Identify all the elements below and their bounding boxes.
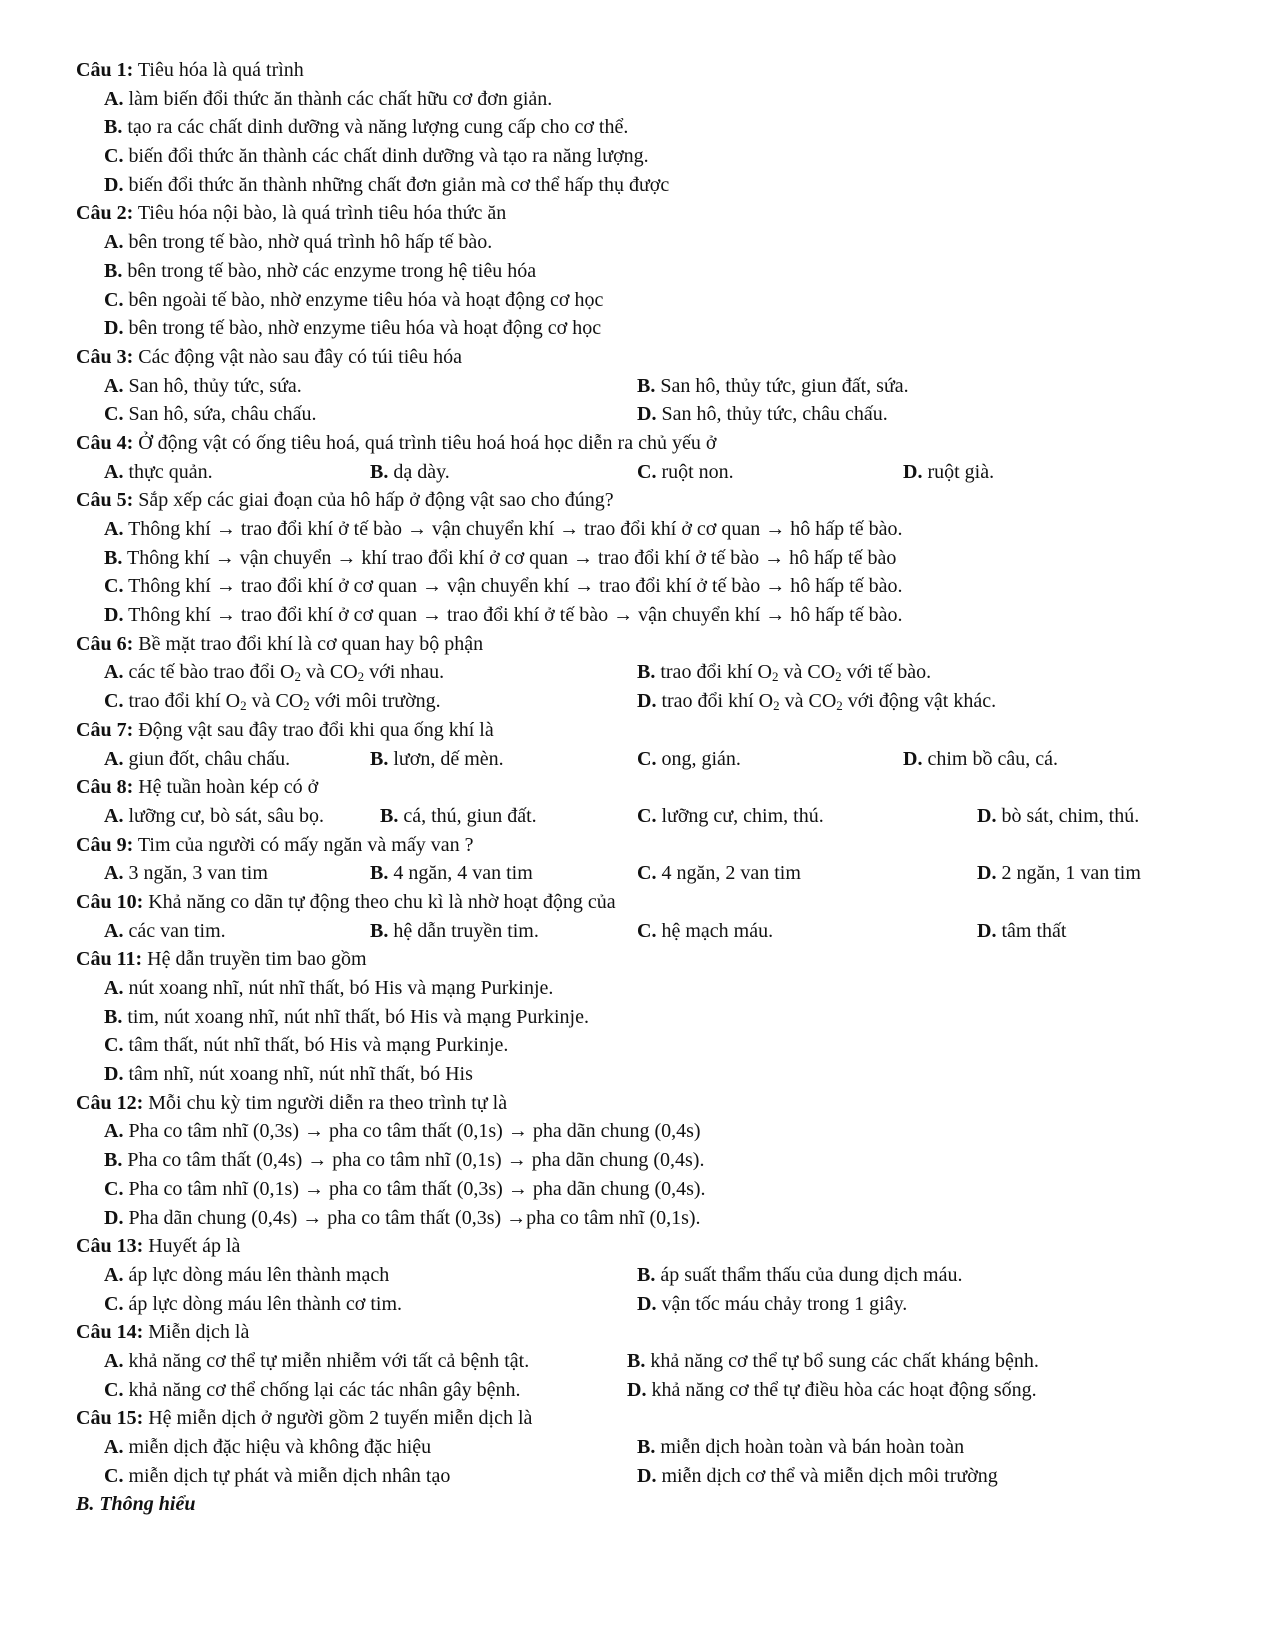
option-text: San hô, thủy tức, sứa.	[123, 374, 302, 397]
question-text: Bề mặt trao đổi khí là cơ quan hay bộ phận	[133, 632, 484, 655]
option-text: Pha co tâm thất (0,4s) → pha co tâm nhĩ (0,1s) → pha dãn chung (0,4s).	[122, 1149, 705, 1172]
answer-option-a	[104, 974, 553, 1003]
answer-option-a	[104, 859, 268, 888]
question-number: Câu 11:	[76, 948, 143, 971]
option-letter: B.	[370, 460, 389, 483]
answer-option-d	[627, 1376, 1037, 1405]
option-text: bò sát, chim, thú.	[996, 804, 1140, 827]
option-letter: D.	[903, 460, 923, 483]
answer-option-d	[104, 601, 902, 630]
option-text: miễn dịch đặc hiệu và không đặc hiệu	[123, 1436, 432, 1458]
option-letter: B.	[627, 1349, 646, 1372]
question-number: Câu 3:	[76, 345, 134, 368]
answer-option-c	[104, 1175, 706, 1204]
answer-option-a	[104, 1117, 701, 1146]
option-text: lưỡng cư, chim, thú.	[656, 804, 824, 827]
option-letter: C.	[104, 1378, 124, 1401]
answer-option-c	[104, 687, 441, 716]
question-2-option-row	[0, 228, 1275, 257]
option-text: tâm nhĩ, nút xoang nhĩ, nút nhĩ thất, bó His	[123, 1063, 473, 1086]
option-letter: D.	[977, 862, 997, 885]
answer-option-b	[370, 458, 450, 487]
answer-option-d	[637, 687, 996, 716]
option-letter: C.	[104, 690, 124, 713]
question-2-stem	[0, 199, 1275, 228]
option-letter: D.	[637, 403, 657, 426]
option-letter: A.	[104, 661, 124, 684]
option-text: giun đốt, châu chấu.	[123, 747, 291, 770]
answer-option-d	[977, 859, 1141, 888]
option-letter: C.	[104, 145, 124, 168]
question-6-option-row	[0, 687, 1275, 716]
question-1-option-row	[0, 85, 1275, 114]
option-text: bên ngoài tế bào, nhờ enzyme tiêu hóa và hoạt động cơ học	[123, 288, 604, 311]
answer-option-a	[104, 658, 444, 687]
question-15-stem	[0, 1404, 1275, 1433]
answer-option-b	[370, 745, 504, 774]
answer-option-a	[104, 372, 302, 401]
option-letter: A.	[104, 1120, 124, 1143]
option-text: bên trong tế bào, nhờ các enzyme trong hệ tiêu hóa	[122, 259, 537, 282]
question-8-stem	[0, 773, 1275, 802]
option-text: Thông khí → vận chuyển → khí trao đổi khí ở cơ quan → trao đổi khí ở tế bào → hô hấp tế bào	[122, 546, 897, 569]
option-text: khả năng cơ thể tự điều hòa các hoạt động sống.	[646, 1378, 1037, 1401]
question-3-option-row	[0, 372, 1275, 401]
question-text: Tiêu hóa là quá trình	[133, 59, 304, 81]
question-text: Tim của người có mấy ngăn và mấy van ?	[133, 833, 474, 856]
option-letter: C.	[104, 1034, 124, 1057]
answer-option-a	[104, 1347, 529, 1376]
option-letter: B.	[370, 919, 389, 942]
option-text: ruột non.	[656, 460, 734, 483]
answer-option-d	[637, 1290, 907, 1319]
answer-option-c	[637, 458, 734, 487]
answer-option-b	[104, 544, 896, 573]
option-letter: A.	[104, 374, 124, 397]
question-12-option-row	[0, 1146, 1275, 1175]
question-1-stem	[0, 56, 1275, 85]
question-12-option-row	[0, 1117, 1275, 1146]
question-14-stem	[0, 1318, 1275, 1347]
section-heading: B. Thông hiểu	[76, 1493, 196, 1516]
question-number: Câu 12:	[76, 1091, 144, 1114]
question-11-option-row	[0, 1060, 1275, 1089]
option-letter: B.	[637, 1436, 656, 1458]
option-text: Pha co tâm nhĩ (0,1s) → pha co tâm thất (0,3s) → pha dãn chung (0,4s).	[123, 1177, 706, 1200]
option-letter: C.	[637, 747, 657, 770]
option-text: thực quản.	[123, 460, 213, 483]
question-10-option-row	[0, 917, 1275, 946]
question-number: Câu 14:	[76, 1321, 144, 1344]
option-letter: B.	[104, 546, 123, 569]
option-letter: B.	[637, 661, 656, 684]
question-6-stem	[0, 630, 1275, 659]
question-4-option-row	[0, 458, 1275, 487]
option-letter: A.	[104, 977, 124, 999]
answer-option-a	[104, 745, 290, 774]
option-text: lưỡng cư, bò sát, sâu bọ.	[123, 804, 325, 827]
question-text: Mỗi chu kỳ tim người diễn ra theo trình tự là	[143, 1091, 508, 1114]
answer-option-c	[104, 400, 316, 429]
question-text: Hệ tuần hoàn kép có ở	[133, 776, 319, 799]
answer-option-c	[104, 1376, 521, 1405]
question-text: Huyết áp là	[143, 1235, 241, 1258]
option-letter: C.	[637, 862, 657, 885]
answer-option-b	[637, 1433, 964, 1462]
question-8-option-row	[0, 802, 1275, 831]
option-text: các tế bào trao đổi $O_2$ và $CO_2$ với nhau.	[123, 661, 445, 685]
answer-option-b	[637, 1261, 962, 1290]
option-letter: D.	[104, 604, 124, 627]
answer-option-d	[104, 314, 601, 343]
option-letter: B.	[104, 1005, 123, 1028]
option-letter: D.	[977, 804, 997, 827]
option-text: Thông khí → trao đổi khí ở cơ quan → vận chuyển khí → trao đổi khí ở tế bào → hô hấp tế bào.	[123, 575, 903, 598]
option-text: tâm thất, nút nhĩ thất, bó His và mạng Purkinje.	[123, 1034, 509, 1057]
answer-option-a	[104, 458, 213, 487]
option-text: bên trong tế bào, nhờ quá trình hô hấp tế bào.	[123, 231, 493, 254]
option-letter: A.	[104, 862, 124, 885]
option-text: biến đổi thức ăn thành những chất đơn giản mà cơ thể hấp thụ được	[123, 173, 670, 196]
question-number: Câu 2:	[76, 202, 134, 225]
option-letter: A.	[104, 460, 124, 483]
question-12-option-row	[0, 1175, 1275, 1204]
answer-option-a	[104, 1261, 389, 1290]
option-letter: D.	[977, 919, 997, 942]
option-text: 3 ngăn, 3 van tim	[123, 862, 268, 885]
question-text: Động vật sau đây trao đổi khi qua ống khí là	[133, 718, 494, 741]
question-1-option-row	[0, 171, 1275, 200]
question-text: Hệ miễn dịch ở người gồm 2 tuyến miễn dịch là	[143, 1407, 533, 1430]
option-text: miễn dịch tự phát và miễn dịch nhân tạo	[123, 1464, 451, 1487]
question-11-option-row	[0, 1003, 1275, 1032]
option-text: áp suất thẩm thấu của dung dịch máu.	[655, 1263, 963, 1286]
option-text: áp lực dòng máu lên thành cơ tim.	[123, 1292, 403, 1315]
question-13-option-row	[0, 1290, 1275, 1319]
answer-option-d	[104, 1204, 701, 1233]
question-number: Câu 1:	[76, 59, 134, 81]
option-letter: A.	[104, 1263, 124, 1286]
option-text: khả năng cơ thể tự bổ sung các chất kháng bệnh.	[645, 1349, 1039, 1372]
question-text: Tiêu hóa nội bào, là quá trình tiêu hóa thức ăn	[133, 202, 507, 225]
option-text: lươn, dế mèn.	[388, 747, 504, 770]
option-letter: D.	[627, 1378, 647, 1401]
option-text: khả năng cơ thể tự miễn nhiễm với tất cả bệnh tật.	[123, 1349, 530, 1372]
option-text: Thông khí → trao đổi khí ở cơ quan → trao đổi khí ở tế bào → vận chuyển khí → hô hấp tế bào.	[123, 604, 903, 627]
question-1-option-row	[0, 142, 1275, 171]
option-letter: C.	[637, 919, 657, 942]
option-text: 4 ngăn, 2 van tim	[656, 862, 801, 885]
option-letter: A.	[104, 231, 124, 254]
option-text: San hô, thủy tức, giun đất, sứa.	[655, 374, 909, 397]
question-5-option-row	[0, 572, 1275, 601]
option-letter: D.	[637, 1464, 657, 1487]
question-2-option-row	[0, 257, 1275, 286]
question-text: Hệ dẫn truyền tim bao gồm	[142, 948, 367, 971]
option-letter: B.	[637, 1263, 656, 1286]
question-9-stem	[0, 831, 1275, 860]
question-11-stem	[0, 945, 1275, 974]
option-text: các van tim.	[123, 919, 226, 942]
option-letter: C.	[104, 575, 124, 598]
question-13-option-row	[0, 1261, 1275, 1290]
option-text: Pha dãn chung (0,4s) → pha co tâm thất (0,3s) →pha co tâm nhĩ (0,1s).	[123, 1206, 701, 1229]
question-text: Các động vật nào sau đây có túi tiêu hóa	[133, 345, 463, 368]
question-3-stem	[0, 343, 1275, 372]
option-text: bên trong tế bào, nhờ enzyme tiêu hóa và hoạt động cơ học	[123, 317, 602, 340]
question-number: Câu 4:	[76, 431, 134, 454]
answer-option-c	[104, 142, 649, 171]
question-7-option-row	[0, 745, 1275, 774]
question-7-stem	[0, 716, 1275, 745]
option-letter: D.	[104, 317, 124, 340]
question-text: Khả năng co dãn tự động theo chu kì là nhờ hoạt động của	[143, 890, 616, 913]
option-letter: C.	[637, 460, 657, 483]
option-text: 4 ngăn, 4 van tim	[388, 862, 533, 885]
option-text: chim bồ câu, cá.	[922, 747, 1058, 770]
question-4-stem	[0, 429, 1275, 458]
option-letter: D.	[104, 1206, 124, 1229]
question-number: Câu 5:	[76, 489, 134, 512]
answer-option-c	[104, 1290, 402, 1319]
option-letter: C.	[104, 403, 124, 426]
question-12-stem	[0, 1089, 1275, 1118]
answer-option-b	[637, 372, 909, 401]
answer-option-c	[104, 1462, 450, 1491]
option-text: cá, thú, giun đất.	[398, 804, 537, 827]
answer-option-a	[104, 228, 492, 257]
option-letter: D.	[637, 1292, 657, 1315]
question-number: Câu 10:	[76, 890, 144, 913]
option-text: 2 ngăn, 1 van tim	[996, 862, 1141, 885]
question-15-option-row	[0, 1433, 1275, 1462]
answer-option-b	[370, 917, 539, 946]
question-5-option-row	[0, 601, 1275, 630]
question-14-option-row	[0, 1347, 1275, 1376]
question-number: Câu 7:	[76, 718, 134, 741]
question-text: Ở động vật có ống tiêu hoá, quá trình tiêu hoá hoá học diễn ra chủ yếu ở	[133, 431, 717, 454]
answer-option-d	[637, 400, 888, 429]
question-number: Câu 8:	[76, 776, 134, 799]
option-letter: D.	[637, 690, 657, 713]
option-letter: B.	[104, 116, 123, 139]
answer-option-d	[903, 458, 994, 487]
option-text: San hô, sứa, châu chấu.	[123, 403, 317, 426]
answer-option-b	[370, 859, 533, 888]
option-text: trao đổi khí $O_2$ và $CO_2$ với động vật khác.	[656, 690, 997, 714]
question-9-option-row	[0, 859, 1275, 888]
answer-option-d	[637, 1462, 998, 1491]
option-letter: B.	[370, 862, 389, 885]
option-letter: A.	[104, 1436, 124, 1458]
option-letter: B.	[104, 259, 123, 282]
question-number: Câu 9:	[76, 833, 134, 856]
answer-option-b	[380, 802, 537, 831]
question-number: Câu 15:	[76, 1407, 144, 1430]
option-letter: B.	[380, 804, 399, 827]
option-text: Thông khí → trao đổi khí ở tế bào → vận chuyển khí → trao đổi khí ở cơ quan → hô hấp tế bào.	[123, 518, 903, 540]
answer-option-d	[977, 917, 1066, 946]
option-letter: A.	[104, 1349, 124, 1372]
answer-option-a	[104, 802, 324, 831]
answer-option-b	[104, 257, 536, 286]
option-text: tâm thất	[996, 919, 1067, 942]
option-text: áp lực dòng máu lên thành mạch	[123, 1263, 390, 1286]
answer-option-d	[977, 802, 1139, 831]
answer-option-c	[637, 745, 741, 774]
question-11-option-row	[0, 974, 1275, 1003]
answer-option-c	[637, 917, 773, 946]
question-11-option-row	[0, 1031, 1275, 1060]
option-letter: B.	[104, 1149, 123, 1172]
answer-option-a	[104, 917, 226, 946]
option-text: trao đổi khí $O_2$ và $CO_2$ với tế bào.	[655, 661, 932, 685]
question-number: Câu 6:	[76, 632, 134, 655]
question-5-stem	[0, 486, 1275, 515]
answer-option-b	[104, 1003, 589, 1032]
answer-option-b	[104, 1146, 704, 1175]
option-letter: A.	[104, 518, 124, 540]
option-letter: C.	[637, 804, 657, 827]
answer-option-c	[637, 859, 801, 888]
question-number: Câu 13:	[76, 1235, 144, 1258]
option-letter: A.	[104, 804, 124, 827]
question-text: Sắp xếp các giai đoạn của hô hấp ở động vật sao cho đúng?	[133, 489, 614, 512]
answer-option-a	[104, 515, 902, 544]
question-12-option-row	[0, 1204, 1275, 1233]
question-10-stem	[0, 888, 1275, 917]
option-text: miễn dịch hoàn toàn và bán hoàn toàn	[655, 1436, 965, 1458]
option-text: San hô, thủy tức, châu chấu.	[656, 403, 888, 426]
answer-option-d	[104, 171, 669, 200]
quiz-document	[0, 56, 1275, 1519]
question-text: Miễn dịch là	[143, 1321, 250, 1344]
question-14-option-row	[0, 1376, 1275, 1405]
option-letter: D.	[104, 173, 124, 196]
option-letter: A.	[104, 87, 124, 110]
option-text: ruột già.	[922, 460, 995, 483]
option-text: hệ dẫn truyền tim.	[388, 919, 539, 942]
answer-option-c	[104, 572, 902, 601]
option-letter: D.	[903, 747, 923, 770]
option-text: Pha co tâm nhĩ (0,3s) → pha co tâm thất (0,1s) → pha dãn chung (0,4s)	[123, 1120, 701, 1143]
question-13-stem	[0, 1232, 1275, 1261]
option-letter: A.	[104, 747, 124, 770]
option-letter: C.	[104, 288, 124, 311]
question-3-option-row	[0, 400, 1275, 429]
option-letter: D.	[104, 1063, 124, 1086]
option-text: ong, gián.	[656, 747, 741, 770]
option-text: miễn dịch cơ thể và miễn dịch môi trường	[656, 1464, 998, 1487]
option-letter: A.	[104, 919, 124, 942]
option-text: khả năng cơ thể chống lại các tác nhân gây bệnh.	[123, 1378, 521, 1401]
question-6-option-row	[0, 658, 1275, 687]
question-1-option-row	[0, 113, 1275, 142]
answer-option-c	[104, 1031, 508, 1060]
answer-option-a	[104, 1433, 431, 1462]
answer-option-b	[637, 658, 931, 687]
option-text: tạo ra các chất dinh dưỡng và năng lượng cung cấp cho cơ thể.	[122, 116, 629, 139]
option-letter: C.	[104, 1177, 124, 1200]
answer-option-a	[104, 85, 552, 114]
option-text: làm biến đổi thức ăn thành các chất hữu cơ đơn giản.	[123, 87, 553, 110]
question-5-option-row	[0, 544, 1275, 573]
question-2-option-row	[0, 314, 1275, 343]
answer-option-b	[104, 113, 628, 142]
option-text: nút xoang nhĩ, nút nhĩ thất, bó His và mạng Purkinje.	[123, 977, 554, 999]
option-letter: B.	[637, 374, 656, 397]
option-text: biến đổi thức ăn thành các chất dinh dưỡng và tạo ra năng lượng.	[123, 145, 649, 168]
option-text: vận tốc máu chảy trong 1 giây.	[656, 1292, 908, 1315]
option-letter: C.	[104, 1292, 124, 1315]
option-letter: C.	[104, 1464, 124, 1487]
option-text: dạ dày.	[388, 460, 450, 483]
option-text: tim, nút xoang nhĩ, nút nhĩ thất, bó His và mạng Purkinje.	[122, 1005, 589, 1028]
answer-option-c	[104, 286, 603, 315]
answer-option-d	[903, 745, 1058, 774]
option-text: trao đổi khí $O_2$ và $CO_2$ với môi trường.	[123, 690, 441, 714]
question-15-option-row	[0, 1462, 1275, 1491]
answer-option-c	[637, 802, 824, 831]
option-letter: B.	[370, 747, 389, 770]
answer-option-b	[627, 1347, 1039, 1376]
question-5-option-row	[0, 515, 1275, 544]
question-2-option-row	[0, 286, 1275, 315]
answer-option-d	[104, 1060, 473, 1089]
option-text: hệ mạch máu.	[656, 919, 774, 942]
